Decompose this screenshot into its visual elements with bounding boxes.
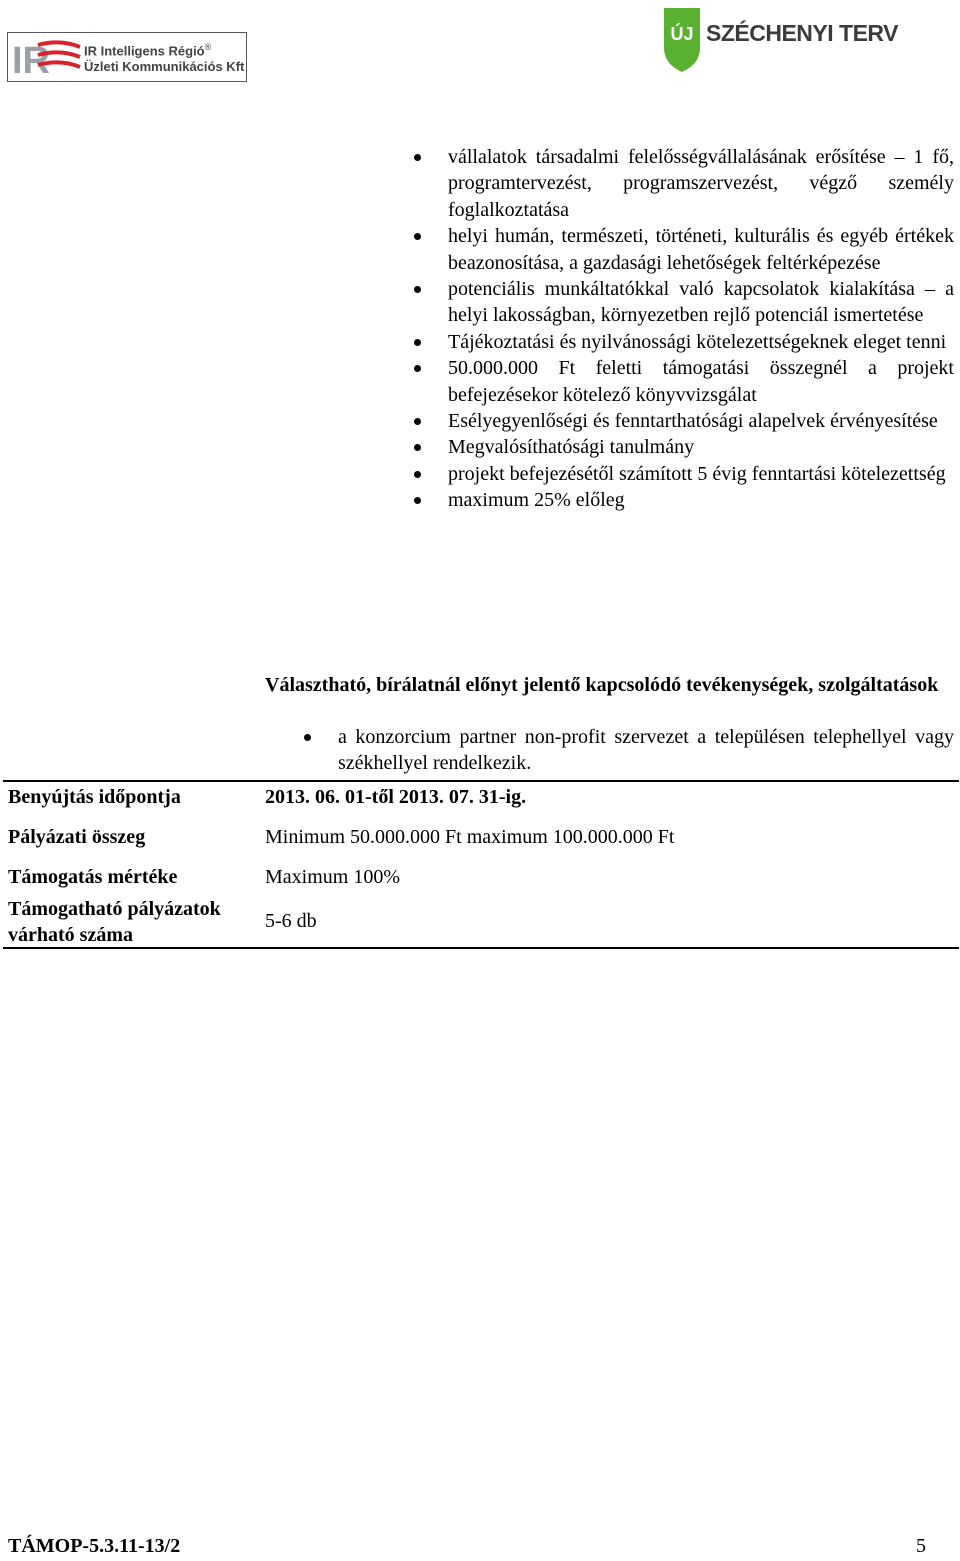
count-value: 5-6 db	[265, 910, 317, 932]
submission-label: Benyújtás időpontja	[8, 786, 181, 808]
ir-intelligens-regio-logo	[7, 32, 247, 82]
activity-bullet-list	[448, 144, 954, 514]
table-bottom-border	[3, 947, 959, 949]
row-divider	[3, 780, 959, 782]
registered-mark: ®	[204, 41, 212, 52]
list-item: potenciális munkáltatókkal való kapcsolatok kialakítása – a helyi lakosságban, környezetben rejlő potenciál ismertetése	[448, 276, 954, 329]
szechenyi-leaf-icon	[660, 4, 706, 76]
rate-label: Támogatás mértéke	[8, 866, 178, 888]
left-logo-line1: IR Intelligens Régió	[84, 43, 205, 59]
uj-szechenyi-terv-logo	[660, 4, 920, 76]
list-item: maximum 25% előleg	[448, 487, 954, 513]
optional-activities-heading: Választható, bírálatnál előnyt jelentő kapcsolódó tevékenységek, szolgáltatások	[265, 674, 939, 696]
svg-text:IR: IR	[12, 40, 50, 81]
list-item: projekt befejezésétől számított 5 évig fenntartási kötelezettség	[448, 461, 954, 487]
optional-activities-list	[338, 724, 954, 777]
list-item: Tájékoztatási és nyilvánossági kötelezettségeknek eleget tenni	[448, 329, 954, 355]
amount-value: Minimum 50.000.000 Ft maximum 100.000.000 Ft	[265, 826, 675, 848]
right-logo-text: SZÉCHENYI TERV	[706, 20, 898, 46]
badge-text: ÚJ	[670, 24, 694, 44]
amount-label: Pályázati összeg	[8, 826, 146, 848]
list-item: a konzorcium partner non-profit szervezet a településen telephellyel vagy székhellyel rendelkezik.	[338, 724, 954, 777]
count-label-line2: várható száma	[8, 924, 133, 946]
rate-value: Maximum 100%	[265, 866, 400, 888]
footer-document-code: TÁMOP-5.3.11-13/2	[8, 1535, 181, 1557]
list-item: helyi humán, természeti, történeti, kulturális és egyéb értékek beazonosítása, a gazdasági lehetőségek feltérképezése	[448, 223, 954, 276]
left-logo-line2: Üzleti Kommunikációs Kft	[84, 59, 245, 75]
footer-page-number: 5	[916, 1535, 926, 1557]
list-item: vállalatok társadalmi felelősségvállalásának erősítése – 1 fő, programtervezést, programszervezést, végző személy foglalkoztatása	[448, 144, 954, 223]
list-item: Esélyegyenlőségi és fenntarthatósági alapelvek érvényesítése	[448, 408, 954, 434]
count-label-line1: Támogatható pályázatok	[8, 898, 221, 920]
ir-logo-mark-icon	[8, 33, 84, 81]
list-item: 50.000.000 Ft feletti támogatási összegnél a projekt befejezésekor kötelező könyvvizsgálat	[448, 355, 954, 408]
submission-value: 2013. 06. 01-től 2013. 07. 31-ig.	[265, 786, 527, 808]
list-item: Megvalósíthatósági tanulmány	[448, 434, 954, 460]
count-label	[8, 896, 221, 948]
